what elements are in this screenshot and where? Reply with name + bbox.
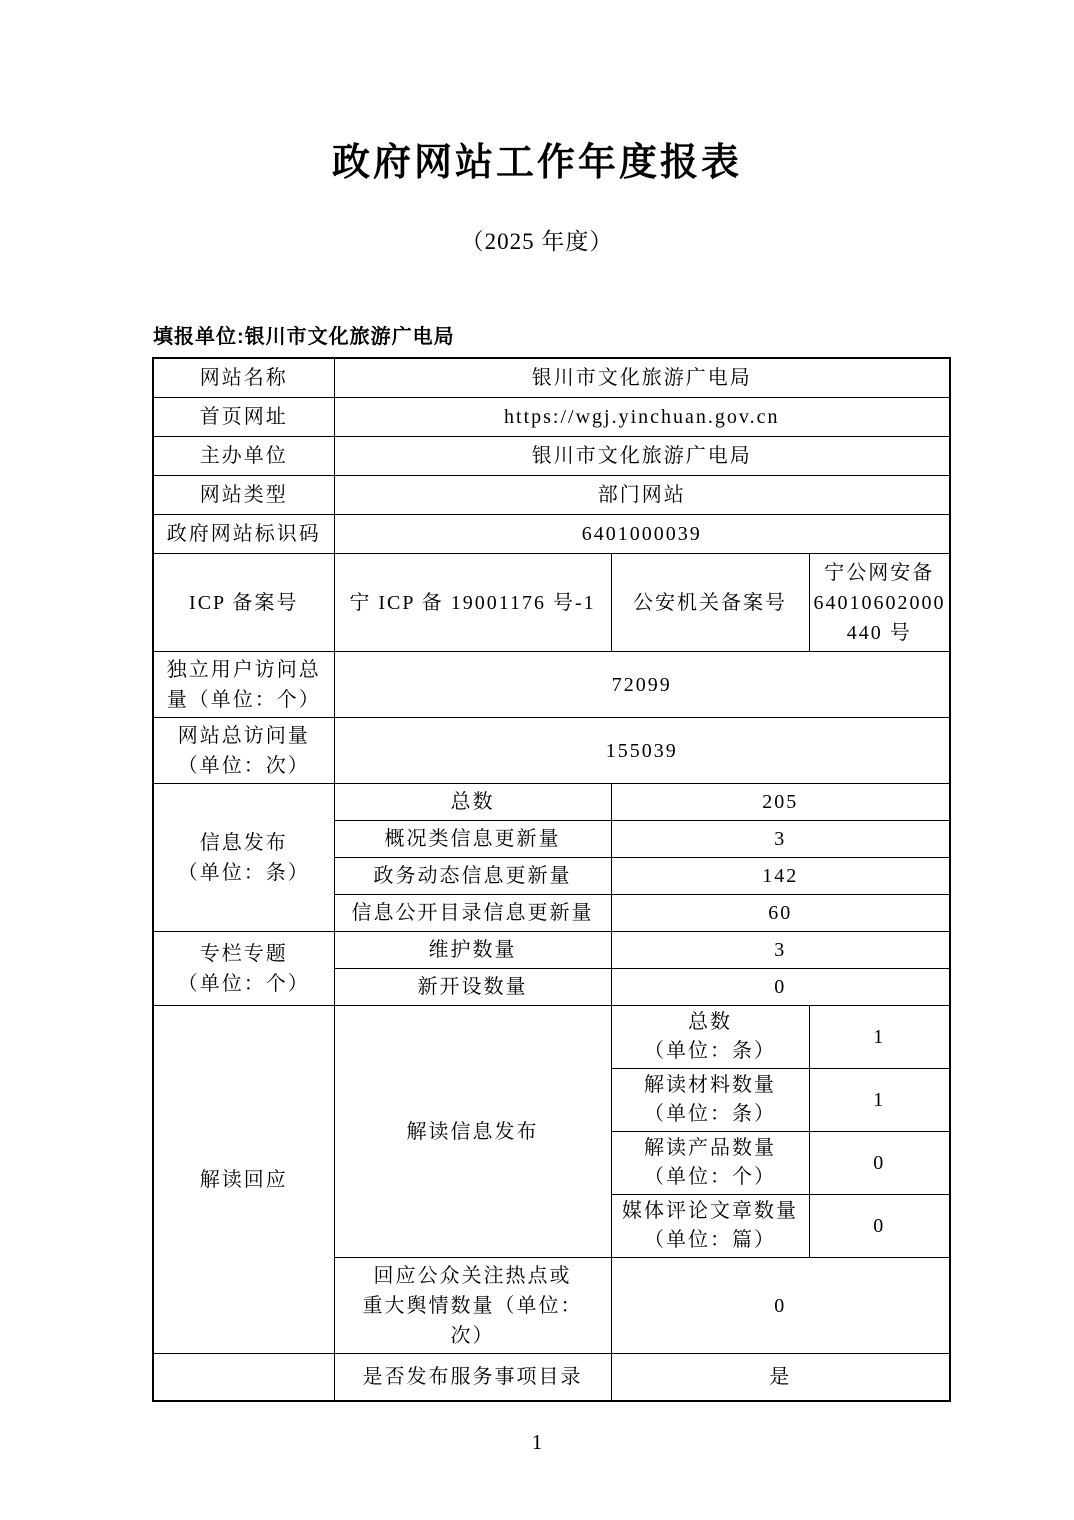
site-type-label: 网站类型 (153, 476, 334, 515)
row-organizer (153, 437, 950, 476)
row-special-columns-maintain (153, 932, 950, 969)
total-visits-label-line: （单位：次） (177, 754, 310, 777)
row-icp (153, 554, 950, 652)
interpretation-item-label-line: （单位：篇） (644, 1229, 776, 1251)
interpretation-item-label (611, 1195, 809, 1258)
interpretation-item-label (611, 1069, 809, 1132)
hotspot-response-label-line: 回应公众关注热点或 (373, 1264, 572, 1287)
info-release-section-label (153, 784, 334, 932)
row-total-visits (153, 718, 950, 784)
site-name-label: 网站名称 (153, 358, 334, 398)
hotspot-response-label-line: 重大舆情数量（单位： (362, 1294, 583, 1317)
row-site-name (153, 358, 950, 398)
row-interpretation-total (153, 1006, 950, 1069)
row-info-release-total (153, 784, 950, 821)
info-release-item-value: 142 (611, 858, 950, 895)
interpretation-item-label (611, 1132, 809, 1195)
interpretation-item-label-line: 解读产品数量 (644, 1137, 776, 1159)
unique-visitors-value: 72099 (334, 652, 950, 718)
page-title: 政府网站工作年度报表 (331, 142, 742, 184)
police-record-label: 公安机关备案号 (611, 554, 809, 652)
special-columns-item-label: 维护数量 (334, 932, 611, 969)
police-record-value-line: 440 号 (846, 621, 912, 644)
site-name-value: 银川市文化旅游广电局 (334, 358, 950, 398)
interpretation-release-label: 解读信息发布 (334, 1006, 611, 1258)
service-catalog-spacer-cell (153, 1354, 334, 1402)
site-code-value: 6401000039 (334, 515, 950, 554)
organizer-label: 主办单位 (153, 437, 334, 476)
info-release-item-label: 信息公开目录信息更新量 (334, 895, 611, 932)
total-visits-value: 155039 (334, 718, 950, 784)
report-year-subtitle: （2025 年度） (460, 229, 614, 254)
interpretation-item-label (611, 1006, 809, 1069)
homepage-url-value: https://wgj.yinchuan.gov.cn (334, 398, 950, 437)
reporting-unit-label: 填报单位:银川市文化旅游广电局 (153, 326, 455, 348)
row-service-catalog (153, 1354, 950, 1402)
interpretation-item-value: 0 (809, 1195, 950, 1258)
hotspot-response-label (334, 1258, 611, 1354)
special-columns-item-label: 新开设数量 (334, 969, 611, 1006)
info-release-label-line: （单位：条） (177, 861, 310, 884)
info-release-item-label: 概况类信息更新量 (334, 821, 611, 858)
homepage-url-label: 首页网址 (153, 398, 334, 437)
interpretation-item-label-line: （单位：条） (644, 1103, 776, 1125)
row-site-type (153, 476, 950, 515)
interpretation-item-label-line: 总数 (688, 1011, 732, 1033)
row-site-code (153, 515, 950, 554)
icp-value: 宁 ICP 备 19001176 号-1 (334, 554, 611, 652)
info-release-label-line: 信息发布 (199, 831, 288, 854)
annual-report-table (152, 357, 951, 1402)
hotspot-response-value: 0 (611, 1258, 950, 1354)
total-visits-label (153, 718, 334, 784)
interpretation-item-label-line: （单位：个） (644, 1166, 776, 1188)
special-columns-item-value: 3 (611, 932, 950, 969)
interpretation-item-value: 1 (809, 1006, 950, 1069)
police-record-value-line: 64010602000 (813, 591, 946, 614)
unique-visitors-label-line: 量（单位：个） (166, 688, 321, 711)
icp-label: ICP 备案号 (153, 554, 334, 652)
service-catalog-label: 是否发布服务事项目录 (334, 1354, 611, 1402)
interpretation-section-label: 解读回应 (153, 1006, 334, 1354)
hotspot-response-label-line: 次） (450, 1324, 495, 1347)
interpretation-item-value: 1 (809, 1069, 950, 1132)
site-code-label: 政府网站标识码 (153, 515, 334, 554)
info-release-item-value: 205 (611, 784, 950, 821)
interpretation-item-value: 0 (809, 1132, 950, 1195)
interpretation-item-label-line: 解读材料数量 (644, 1074, 776, 1096)
page-number: 1 (531, 1430, 543, 1454)
unique-visitors-label-line: 独立用户访问总 (166, 658, 321, 681)
info-release-item-value: 3 (611, 821, 950, 858)
special-columns-label-line: （单位：个） (177, 972, 310, 995)
service-catalog-value: 是 (611, 1354, 950, 1402)
unique-visitors-label (153, 652, 334, 718)
row-homepage-url (153, 398, 950, 437)
police-record-value (809, 554, 950, 652)
info-release-item-label: 政务动态信息更新量 (334, 858, 611, 895)
info-release-item-value: 60 (611, 895, 950, 932)
interpretation-item-label-line: （单位：条） (644, 1040, 776, 1062)
special-columns-item-value: 0 (611, 969, 950, 1006)
organizer-value: 银川市文化旅游广电局 (334, 437, 950, 476)
special-columns-section-label (153, 932, 334, 1006)
police-record-value-line: 宁公网安备 (824, 561, 935, 584)
row-unique-visitors (153, 652, 950, 718)
interpretation-item-label-line: 媒体评论文章数量 (622, 1200, 798, 1222)
site-type-value: 部门网站 (334, 476, 950, 515)
total-visits-label-line: 网站总访问量 (177, 724, 310, 747)
info-release-item-label: 总数 (334, 784, 611, 821)
special-columns-label-line: 专栏专题 (199, 942, 288, 965)
